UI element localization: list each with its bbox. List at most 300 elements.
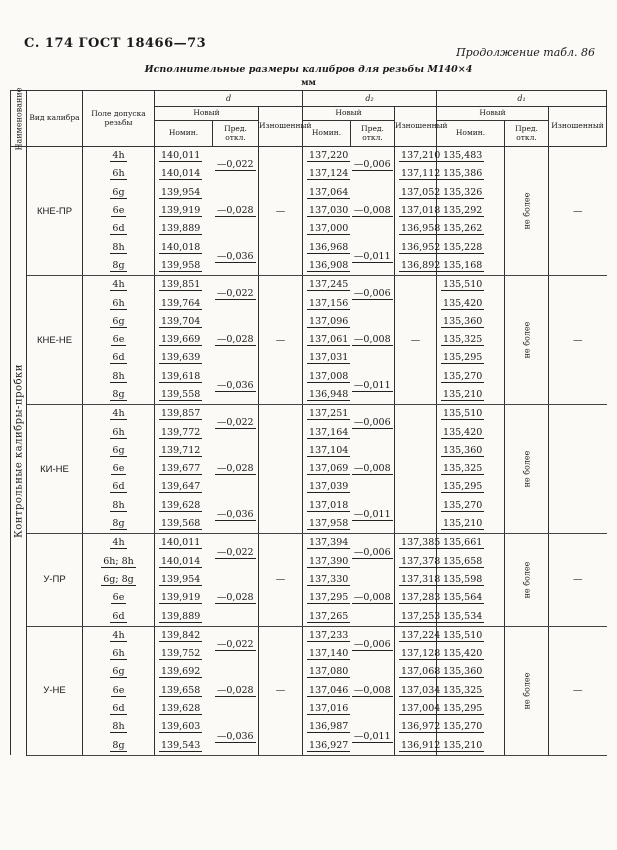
d-nominal: [155, 442, 213, 460]
d2-nominal-text: 137,061: [309, 334, 349, 346]
d2-deviation-text: —0,006: [353, 417, 391, 429]
tolerance-field-text: 4h: [112, 408, 125, 420]
d2-nominal-text: 136,948: [309, 389, 349, 400]
d-deviation-text: —0,036: [216, 250, 254, 262]
header-d2-new: Новый: [303, 107, 395, 121]
d-nominal: [155, 682, 213, 700]
d2-nominal: [303, 331, 351, 349]
d1-nominal: [437, 386, 505, 405]
d1-nominal-text: 135,360: [443, 444, 483, 456]
d2-deviation: [351, 313, 395, 368]
d-nominal: [155, 220, 213, 238]
d1-nominal: [437, 589, 505, 607]
d2-worn-text: 137,385: [401, 537, 441, 549]
header-naimenovanie: Наименование: [11, 91, 27, 147]
tolerance-field-text: 6d: [112, 223, 125, 235]
d1-nominal-text: 135,270: [443, 499, 483, 511]
tolerance-field-text: 8h: [112, 370, 125, 382]
tolerance-field-text: 6g: [112, 666, 125, 678]
table-title: Исполнительные размеры калибров для резьбы М140×4: [144, 64, 473, 75]
d-nominal: [155, 700, 213, 718]
d2-nominal: [303, 220, 351, 238]
tolerance-field: [83, 497, 155, 515]
d1-nominal-text: 135,270: [443, 370, 483, 382]
header-d-nomin: Номин.: [155, 121, 213, 147]
d1-nominal-text: 135,295: [443, 352, 483, 364]
tolerance-field: [83, 313, 155, 331]
d1-nominal: [437, 405, 505, 424]
d-nominal: [155, 349, 213, 367]
d-deviation-text: —0,022: [216, 288, 254, 300]
d2-nominal-text: 137,064: [309, 186, 349, 198]
d2-nominal-text: 137,069: [309, 463, 349, 475]
d-nominal-text: 140,011: [161, 537, 201, 549]
d1-nominal: [437, 165, 505, 183]
d2-deviation-text: —0,006: [353, 546, 391, 558]
d2-deviation-text: —0,011: [353, 730, 391, 742]
d2-nominal: [303, 184, 351, 202]
d1-worn: [549, 405, 607, 534]
tolerance-field: [83, 515, 155, 534]
d-nominal-text: 139,889: [161, 223, 201, 235]
d2-deviation: [351, 571, 395, 626]
d-nominal-text: 139,954: [161, 573, 201, 585]
d-nominal-text: 140,018: [161, 241, 201, 253]
tolerance-field: [83, 645, 155, 663]
d1-nominal-text: 135,658: [443, 555, 483, 567]
d-nominal-text: 139,568: [161, 518, 201, 530]
tolerance-field-text: 6e: [112, 334, 125, 346]
tolerance-field: [83, 718, 155, 736]
d-nominal: [155, 202, 213, 220]
d1-nominal: [437, 737, 505, 756]
d2-nominal: [303, 515, 351, 534]
d1-worn: —: [549, 147, 607, 276]
d-nominal-text: 139,764: [161, 297, 201, 309]
d1-nominal: [437, 147, 505, 166]
d1-nominal: [437, 423, 505, 441]
d-nominal: [155, 645, 213, 663]
tolerance-field: [83, 405, 155, 424]
d-nominal: [155, 553, 213, 571]
gauge-type-name: У-НЕ: [27, 626, 83, 755]
d1-nominal: [437, 331, 505, 349]
d-nominal-text: 139,647: [161, 481, 201, 493]
table-row: [11, 147, 607, 166]
d-nominal-text: 139,704: [161, 315, 201, 327]
tolerance-field: [83, 534, 155, 553]
d1-nominal-text: 135,510: [443, 279, 483, 291]
tolerance-field: [83, 478, 155, 496]
d2-deviation-text: —0,006: [353, 288, 391, 300]
d2-deviation: [351, 497, 395, 534]
d-deviation: [213, 663, 259, 718]
tolerance-field-text: 8g: [112, 739, 125, 751]
d2-nominal: [303, 313, 351, 331]
d2-worn-text: 137,210: [401, 150, 441, 162]
d-nominal-text: 139,919: [161, 205, 201, 217]
d2-worn-text: 137,018: [401, 205, 441, 217]
d2-nominal: [303, 700, 351, 718]
d2-worn: [395, 147, 441, 166]
d2-nominal: [303, 607, 351, 626]
d2-nominal: [303, 718, 351, 736]
d2-nominal: [303, 147, 351, 166]
d-nominal-text: 139,603: [161, 721, 201, 733]
d-nominal: [155, 294, 213, 312]
d1-nominal-text: 135,483: [443, 150, 483, 162]
d-deviation: [213, 238, 259, 275]
d2-nominal: [303, 553, 351, 571]
d1-nominal: [437, 442, 505, 460]
d1-deviation-note: [505, 626, 549, 755]
d2-worn: [395, 165, 441, 183]
d-nominal-text: 139,954: [161, 186, 201, 198]
d2-deviation: [351, 626, 395, 663]
d2-deviation-text: —0,008: [353, 592, 391, 604]
d-deviation-text: —0,028: [216, 592, 254, 604]
tolerance-field-text: 6g: [112, 315, 125, 327]
tolerance-field-text: 6h: [112, 648, 125, 660]
tolerance-field-text: 6h; 8h: [103, 555, 134, 567]
d1-nominal: [437, 534, 505, 553]
d2-nominal-text: 136,968: [309, 241, 349, 253]
d-nominal: [155, 460, 213, 478]
d-nominal-text: 139,639: [161, 352, 201, 364]
d2-nominal-text: 137,016: [309, 703, 349, 715]
tolerance-field: [83, 386, 155, 405]
d-nominal: [155, 478, 213, 496]
d1-nominal-text: 135,325: [443, 334, 483, 346]
dimensions-table: [10, 87, 607, 756]
d2-nominal: [303, 442, 351, 460]
d-deviation: [213, 184, 259, 239]
d2-worn-text: 136,972: [401, 721, 441, 733]
d2-worn: [395, 553, 441, 571]
d2-worn: [395, 626, 441, 645]
tolerance-field-text: 6h: [112, 297, 125, 309]
d2-worn-text: 137,318: [401, 573, 441, 585]
d-nominal-text: 139,958: [161, 259, 201, 271]
table-row: [11, 405, 607, 424]
d2-nominal-text: 137,251: [309, 408, 349, 420]
d2-nominal-text: 137,096: [309, 315, 349, 327]
d-deviation: [213, 626, 259, 663]
d-deviation-text: —0,022: [216, 159, 254, 171]
d2-nominal: [303, 238, 351, 256]
d1-nominal: [437, 238, 505, 256]
header-d-new: Новый: [155, 107, 259, 121]
table-row: [11, 534, 607, 553]
d1-worn: —: [549, 626, 607, 755]
d1-nominal-text: 135,386: [443, 168, 483, 180]
d1-nominal: [437, 368, 505, 386]
d2-deviation-text: —0,011: [353, 379, 391, 391]
header-d-worn: Изношенный: [259, 107, 303, 147]
tolerance-field-text: 6e: [112, 463, 125, 475]
d-worn: —: [259, 276, 303, 405]
tolerance-field: [83, 331, 155, 349]
d1-nominal: [437, 349, 505, 367]
d2-deviation: [351, 718, 395, 755]
header-d1-new: Новый: [437, 107, 549, 121]
d-deviation: [213, 718, 259, 755]
continuation-note: Продолжение табл. 86: [456, 46, 595, 59]
tolerance-field: [83, 589, 155, 607]
d2-worn: [395, 607, 441, 626]
d2-nominal-text: 137,394: [309, 537, 349, 549]
d-worn: —: [259, 534, 303, 626]
d-nominal: [155, 515, 213, 534]
d2-nominal: [303, 571, 351, 589]
d-nominal: [155, 405, 213, 424]
d1-nominal-text: 135,292: [443, 205, 483, 217]
d2-worn-text: 137,052: [401, 186, 441, 198]
tolerance-field-text: 8g: [112, 259, 125, 271]
tolerance-field: [83, 202, 155, 220]
d-nominal-text: 139,712: [161, 444, 201, 456]
d2-deviation: [351, 663, 395, 718]
d2-deviation: [351, 238, 395, 275]
d-nominal: [155, 497, 213, 515]
d-nominal-text: 139,692: [161, 666, 201, 678]
tolerance-field: [83, 238, 155, 256]
d-nominal-text: 139,558: [161, 389, 201, 400]
tolerance-field-text: 6g: [112, 186, 125, 198]
d-nominal: [155, 534, 213, 553]
d1-nominal-text: 135,210: [443, 389, 483, 400]
tolerance-field-text: 8h: [112, 241, 125, 253]
d2-deviation-text: —0,008: [353, 463, 391, 475]
header-d1-nomin: Номин.: [437, 121, 505, 147]
d-nominal-text: 139,842: [161, 629, 201, 641]
tolerance-field: [83, 294, 155, 312]
d-nominal-text: 139,628: [161, 703, 201, 715]
d2-worn: [395, 571, 441, 589]
d2-nominal-text: 137,080: [309, 666, 349, 678]
d-nominal: [155, 184, 213, 202]
d2-nominal-text: 137,000: [309, 223, 349, 235]
tolerance-field: [83, 682, 155, 700]
d1-deviation-note: [505, 405, 549, 534]
d-deviation: [213, 368, 259, 405]
d-nominal-text: 140,014: [161, 555, 201, 567]
d1-nominal: [437, 571, 505, 589]
d-worn: [259, 405, 303, 534]
d-nominal: [155, 165, 213, 183]
d2-worn-text: 137,283: [401, 592, 441, 604]
d1-worn: —: [549, 276, 607, 405]
d-nominal-text: 139,889: [161, 610, 201, 622]
d2-worn: [395, 257, 441, 276]
tolerance-field: [83, 165, 155, 183]
d-deviation-text: —0,022: [216, 639, 254, 651]
d2-nominal-text: 137,124: [309, 168, 349, 180]
table-row: [11, 626, 607, 645]
tolerance-field: [83, 147, 155, 166]
d1-nominal: [437, 478, 505, 496]
d2-nominal: [303, 257, 351, 276]
d-nominal: [155, 386, 213, 405]
d-nominal: [155, 663, 213, 681]
d1-deviation-note-text: не более: [522, 561, 532, 599]
tolerance-field-text: 6d: [112, 703, 125, 715]
d2-deviation-text: —0,008: [353, 334, 391, 346]
d-deviation: [213, 497, 259, 534]
tolerance-field: [83, 276, 155, 295]
d2-deviation-text: —0,006: [353, 639, 391, 651]
d1-nominal: [437, 718, 505, 736]
d-nominal: [155, 313, 213, 331]
d-nominal: [155, 423, 213, 441]
tolerance-field-text: 8h: [112, 499, 125, 511]
d-deviation: [213, 147, 259, 184]
d-deviation-text: —0,028: [216, 463, 254, 475]
d2-nominal: [303, 478, 351, 496]
d1-nominal: [437, 553, 505, 571]
d1-nominal-text: 135,325: [443, 463, 483, 475]
d2-nominal-text: 136,908: [309, 259, 349, 271]
tolerance-field-text: 4h: [112, 629, 125, 641]
tolerance-field: [83, 368, 155, 386]
d2-worn-text: 137,112: [401, 168, 441, 180]
d1-nominal-text: 135,168: [443, 259, 483, 271]
d-nominal: [155, 737, 213, 756]
d2-worn: [395, 220, 441, 238]
gauge-type-name: КНЕ-ПР: [27, 147, 83, 276]
d2-deviation: [351, 276, 395, 313]
d-deviation: [213, 571, 259, 626]
d2-nominal-text: 137,046: [309, 684, 349, 696]
d2-worn-text: 136,892: [401, 259, 441, 271]
d2-nominal: [303, 645, 351, 663]
tolerance-field-text: 8g: [112, 518, 125, 530]
header-d-dev: Пред. откл.: [213, 121, 259, 147]
header-d2: d₂: [303, 91, 437, 107]
table-row: [11, 276, 607, 295]
d-nominal-text: 140,011: [161, 150, 201, 162]
d1-nominal: [437, 497, 505, 515]
tolerance-field: [83, 423, 155, 441]
d2-nominal: [303, 368, 351, 386]
tolerance-field-text: 4h: [112, 279, 125, 291]
d-nominal-text: 139,857: [161, 408, 201, 420]
d1-nominal-text: 135,598: [443, 573, 483, 585]
d2-deviation-text: —0,011: [353, 250, 391, 262]
d2-nominal-text: 137,390: [309, 555, 349, 567]
d1-nominal-text: 135,262: [443, 223, 483, 235]
tolerance-field-text: 4h: [112, 537, 125, 549]
header-d1: d₁: [437, 91, 607, 107]
tolerance-field: [83, 257, 155, 276]
d-nominal: [155, 257, 213, 276]
d2-nominal: [303, 460, 351, 478]
d2-deviation-text: —0,011: [353, 508, 391, 520]
table-units: мм: [301, 78, 316, 88]
d1-nominal: [437, 515, 505, 534]
d2-worn: [395, 682, 441, 700]
tolerance-field: [83, 460, 155, 478]
d1-nominal: [437, 257, 505, 276]
d2-nominal: [303, 682, 351, 700]
d2-worn: —: [395, 276, 437, 405]
d-deviation-text: —0,036: [216, 379, 254, 391]
d1-nominal: [437, 663, 505, 681]
d2-nominal: [303, 497, 351, 515]
d-deviation: [213, 442, 259, 497]
d1-nominal-text: 135,325: [443, 684, 483, 696]
tolerance-field-text: 6d: [112, 481, 125, 493]
d-nominal: [155, 368, 213, 386]
d2-nominal-text: 137,220: [309, 150, 349, 162]
tolerance-field-text: 6d: [112, 610, 125, 622]
d1-nominal: [437, 294, 505, 312]
gauge-type-name: КИ-НЕ: [27, 405, 83, 534]
d-deviation-text: —0,028: [216, 684, 254, 696]
d1-deviation-note-text: не более: [522, 450, 532, 488]
d2-nominal: [303, 294, 351, 312]
d2-nominal-text: 137,164: [309, 426, 349, 438]
d-deviation-text: —0,036: [216, 508, 254, 520]
d-nominal-text: 139,919: [161, 592, 201, 604]
tolerance-field: [83, 571, 155, 589]
table-body: [11, 147, 607, 756]
d-nominal: [155, 238, 213, 256]
tolerance-field: [83, 442, 155, 460]
d2-worn-text: 136,952: [401, 241, 441, 253]
d1-nominal-text: 135,210: [443, 739, 483, 751]
d2-worn-text: 137,034: [401, 684, 441, 696]
d2-nominal: [303, 663, 351, 681]
d2-nominal-text: 136,927: [309, 739, 349, 751]
d2-worn-text: 137,068: [401, 666, 441, 678]
d-deviation-text: —0,022: [216, 417, 254, 429]
header-d2-worn: Изношенный: [395, 107, 437, 147]
d2-deviation: [351, 442, 395, 497]
tolerance-field: [83, 737, 155, 756]
d2-worn-text: 137,224: [401, 629, 441, 641]
d-nominal-text: 140,014: [161, 168, 201, 180]
d1-nominal-text: 135,360: [443, 315, 483, 327]
header-d2-dev: Пред. откл.: [351, 121, 395, 147]
d1-nominal-text: 135,295: [443, 481, 483, 493]
d1-nominal-text: 135,270: [443, 721, 483, 733]
d2-nominal-text: 137,958: [309, 518, 349, 530]
d2-nominal-text: 136,987: [309, 721, 349, 733]
d2-nominal: [303, 737, 351, 756]
d-deviation-text: —0,028: [216, 334, 254, 346]
d1-nominal-text: 135,326: [443, 186, 483, 198]
d2-worn: [395, 645, 441, 663]
page-number: С. 174 ГОСТ 18466—73: [24, 36, 207, 51]
d2-nominal: [303, 534, 351, 553]
d2-worn-text: 137,253: [401, 610, 441, 622]
d2-worn: [395, 184, 441, 202]
d-nominal-text: 139,628: [161, 499, 201, 511]
tolerance-field-text: 6g; 8g: [103, 573, 134, 585]
d2-nominal: [303, 349, 351, 367]
d2-nominal-text: 137,233: [309, 629, 349, 641]
d1-deviation-note: [505, 276, 549, 405]
side-label: Контрольные калибры-пробки: [13, 364, 24, 539]
d-nominal: [155, 718, 213, 736]
d2-nominal-text: 137,104: [309, 444, 349, 456]
d1-nominal: [437, 202, 505, 220]
d-deviation: [213, 534, 259, 571]
d2-worn-text: 137,004: [401, 703, 441, 715]
tolerance-field: [83, 626, 155, 645]
d1-nominal: [437, 276, 505, 295]
